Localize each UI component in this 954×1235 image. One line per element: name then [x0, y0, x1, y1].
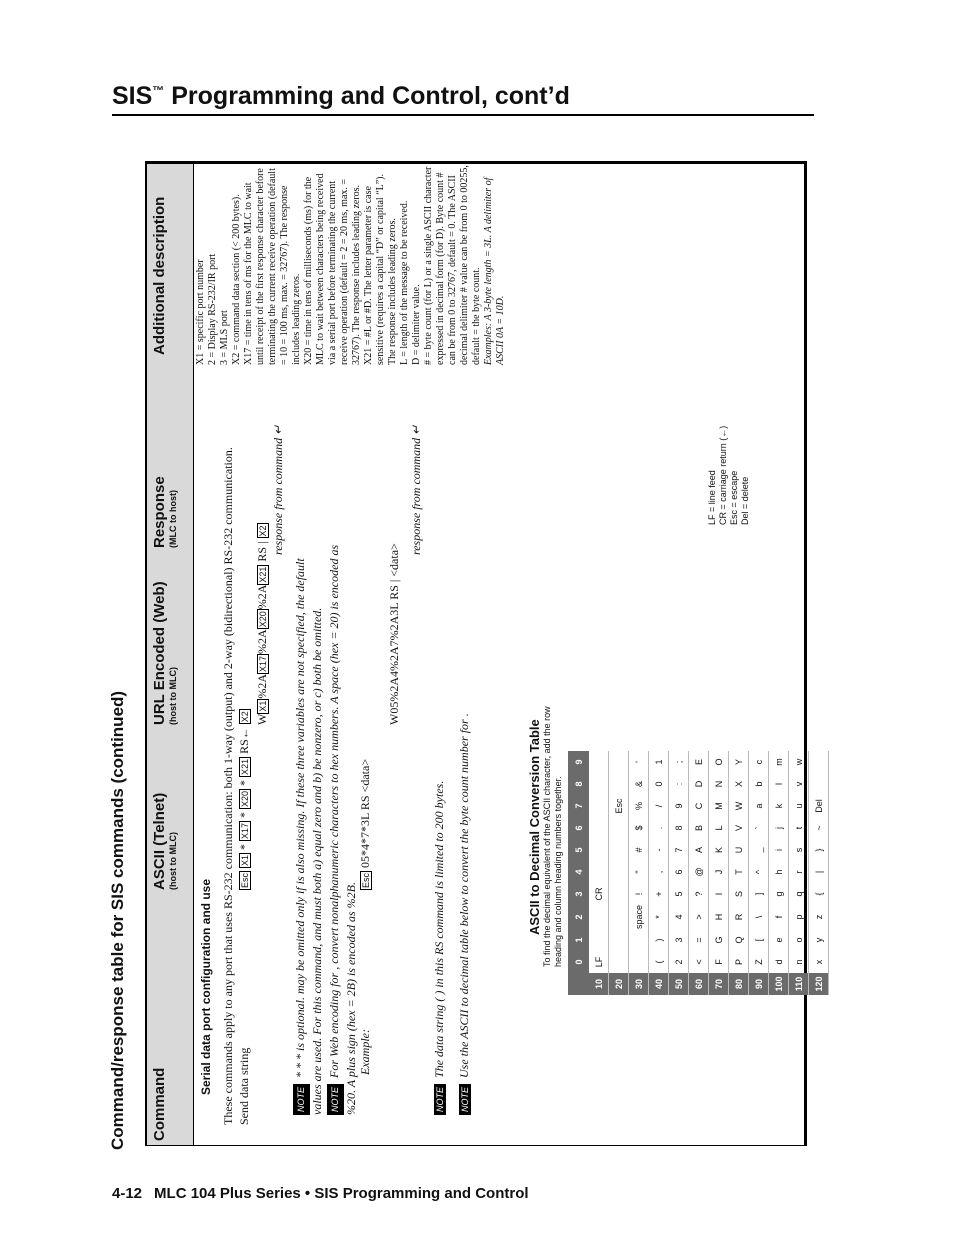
ascii-cell: [809, 751, 829, 773]
ascii-cell: ]: [749, 883, 769, 905]
col-description: Additional description: [151, 196, 168, 355]
ascii-cell: !: [629, 883, 649, 905]
ascii-cell: D: [689, 773, 709, 795]
ascii-row-head: 110: [789, 973, 809, 995]
ascii-row-head: 10: [589, 973, 609, 995]
ascii-row: [689, 751, 709, 995]
ascii-cell: t: [789, 817, 809, 839]
ascii-row: [769, 751, 789, 995]
ascii-cell: c: [749, 751, 769, 773]
ascii-cell: [609, 817, 629, 839]
ascii-table-title: ASCII to Decimal Conversion Table: [527, 719, 542, 935]
ascii-cell: $: [629, 817, 649, 839]
col-response: Response (MLC to host): [151, 476, 178, 548]
ascii-cell: ,: [649, 861, 669, 883]
ascii-cell: A: [689, 839, 709, 861]
ascii-cell: \: [749, 905, 769, 929]
ascii-col-head: 2: [568, 905, 589, 929]
ascii-cell: [589, 905, 609, 929]
ascii-cell: U: [729, 839, 749, 861]
ascii-row: [749, 751, 769, 995]
ascii-row: [789, 751, 809, 995]
ascii-cell: ': [629, 751, 649, 773]
ascii-cell: M: [709, 795, 729, 817]
ascii-cell: B: [689, 817, 709, 839]
ascii-cell: =: [689, 929, 709, 951]
ascii-row: [709, 751, 729, 995]
ascii-cell: N: [709, 773, 729, 795]
ascii-cell: [629, 951, 649, 973]
ascii-cell: 1: [649, 751, 669, 773]
ascii-cell: #: [629, 839, 649, 861]
ascii-cell: z: [809, 905, 829, 929]
ascii-col-head: 6: [568, 817, 589, 839]
ascii-cell: &: [629, 773, 649, 795]
ascii-cell: v: [789, 773, 809, 795]
ascii-cell: }: [809, 839, 829, 861]
ascii-cell: <: [689, 951, 709, 973]
additional-description: X1 = specific port number 2 = Display RS-232/IR port 3 = MLS port X2 = command data section (< 200 bytes). X17 = time in tens of ms for the MLC to wait until receipt of the first response character before terminating the current receive operation (default = 10 = 100 ms, max. = 32767). The response includes leading zeros. X20 = time in tens of milliseconds (ms) for the MLC to wait between characters being received via a serial port before terminating the current receive operation (default = 2 = 20 ms, max. = 32767). The response includes leading zeros. X21 = #L or #D. The letter parameter is case sensitive (requires a capital “D” or capital “L”). The response includes leading zeros. L = length of the message to be received. D = delimiter value. # = byte count (for L) or a single ASCII character expressed in decimal form (for D). Byte count # can be from 0 to 32767, default = 0. The ASCII decimal delimiter # value can be from 0 to 00255, default = the byte count. Examples: A 3-byte length = 3L. A delimiter of ASCII 0A = 10D.: [195, 165, 506, 365]
ascii-row-head: 80: [729, 973, 749, 995]
url-command: WX1%2AX17%2AX20%2AX21 RS | X2: [255, 525, 269, 725]
ascii-row: [629, 751, 649, 995]
ascii-cell: P: [729, 951, 749, 973]
ascii-cell: [609, 951, 629, 973]
ascii-row-head: 100: [769, 973, 789, 995]
title-rule: [112, 114, 814, 116]
ascii-cell: d: [769, 951, 789, 973]
ascii-cell: [589, 929, 609, 951]
ascii-row: [649, 751, 669, 995]
ascii-row-head: 20: [609, 973, 629, 995]
ascii-cell: b: [749, 773, 769, 795]
ascii-row: [669, 751, 689, 995]
ascii-cell: {: [809, 883, 829, 905]
ascii-row-head: 70: [709, 973, 729, 995]
ascii-cell: [609, 861, 629, 883]
ascii-cell: [589, 795, 609, 817]
ascii-cell: 7: [669, 839, 689, 861]
ascii-row-head: 30: [629, 973, 649, 995]
ascii-col-head: 3: [568, 883, 589, 905]
ascii-cell: S: [729, 883, 749, 905]
ascii-col-head: 9: [568, 751, 589, 773]
ascii-cell: [: [749, 929, 769, 951]
table-heading: Command/response table for SIS commands (continued): [108, 690, 127, 1150]
ascii-cell: space: [629, 905, 649, 929]
ascii-cell: V: [729, 817, 749, 839]
ascii-cell: `: [749, 817, 769, 839]
ascii-cell: 4: [669, 905, 689, 929]
ascii-cell: [809, 773, 829, 795]
ascii-cell: y: [809, 929, 829, 951]
ascii-cell: u: [789, 795, 809, 817]
ascii-cell: J: [709, 861, 729, 883]
ascii-cell: [609, 883, 629, 905]
ascii-cell: g: [769, 883, 789, 905]
page-footer: 4-12 MLC 104 Plus Series • SIS Programming and Control: [112, 1185, 529, 1202]
ascii-cell: 3: [669, 929, 689, 951]
ascii-row-head: 60: [689, 973, 709, 995]
ascii-cell: r: [789, 861, 809, 883]
ascii-row-head: 50: [669, 973, 689, 995]
ascii-cell: _: [749, 839, 769, 861]
ascii-col-head: 0: [568, 951, 589, 973]
ascii-cell: G: [709, 929, 729, 951]
ascii-cell: 6: [669, 861, 689, 883]
ascii-cell: ;: [669, 751, 689, 773]
ascii-cell: 0: [649, 773, 669, 795]
ascii-cell: [609, 751, 629, 773]
ascii-cell: [609, 839, 629, 861]
note-2: NOTE For Web encoding for , convert nonalphanumeric characters to hex numbers. A space (hex = 20) is encoded as %20. A plus sign (hex = 2B) is encoded as %2B.: [327, 544, 358, 1115]
ascii-cell: CR: [589, 883, 609, 905]
ascii-cell: Z: [749, 951, 769, 973]
ascii-legend: LF = line feed CR = carriage return (←) Esc = escape Del = delete: [707, 425, 750, 525]
ascii-cell: [589, 817, 609, 839]
ascii-cell: Y: [729, 751, 749, 773]
ascii-cell: s: [789, 839, 809, 861]
col-ascii: ASCII (Telnet) (host to MLC): [151, 792, 178, 890]
ascii-cell: [589, 839, 609, 861]
ascii-cell: e: [769, 929, 789, 951]
ascii-cell: :: [669, 773, 689, 795]
ascii-col-head: 1: [568, 929, 589, 951]
ascii-cell: n: [789, 951, 809, 973]
page-title: SIS™ Programming and Control, cont’d: [112, 82, 570, 110]
ascii-cell: LF: [589, 951, 609, 973]
ascii-col-head: 8: [568, 773, 589, 795]
ascii-cell: [609, 773, 629, 795]
example-response: response from command ↵: [409, 424, 423, 555]
ascii-cell: w: [789, 751, 809, 773]
ascii-cell: i: [769, 839, 789, 861]
ascii-col-head: 5: [568, 839, 589, 861]
ascii-cell: R: [729, 905, 749, 929]
ascii-cell: X: [729, 773, 749, 795]
ascii-grid: [568, 751, 829, 995]
ascii-cell: %: [629, 795, 649, 817]
ascii-cell: F: [709, 951, 729, 973]
ascii-cell: T: [729, 861, 749, 883]
ascii-cell: [629, 929, 649, 951]
ascii-cell: H: [709, 905, 729, 929]
ascii-row: [809, 751, 829, 995]
note-3: NOTE The data string ( ) in this RS command is limited to 200 bytes.: [432, 535, 447, 1115]
ascii-cell: Del: [809, 795, 829, 817]
section-title: Serial data port configuration and use: [199, 878, 213, 1095]
col-command: Command: [151, 1067, 168, 1141]
ascii-cell: ~: [809, 817, 829, 839]
ascii-row: [609, 751, 629, 995]
table-header: [147, 164, 194, 1145]
ascii-cell: [609, 929, 629, 951]
ascii-cell: 2: [669, 951, 689, 973]
ascii-cell: [589, 751, 609, 773]
ascii-cell: E: [689, 751, 709, 773]
ascii-row-head: 90: [749, 973, 769, 995]
ascii-table-subtitle: To find the decimal equivalent of the ASCII character, add the row heading and column heading numbers together.: [542, 706, 563, 967]
rotated-table-block: [108, 155, 824, 1150]
ascii-cell: ": [629, 861, 649, 883]
ascii-row-head: 120: [809, 973, 829, 995]
ascii-cell: @: [689, 861, 709, 883]
ascii-cell: a: [749, 795, 769, 817]
intro-text: These commands apply to any port that uses RS-232 communication: both 1-way (output) and 2-way (bidirectional) RS-232 communication.: [221, 447, 235, 1125]
ascii-cell: 5: [669, 883, 689, 905]
ascii-cell: K: [709, 839, 729, 861]
ascii-cell: ?: [689, 883, 709, 905]
ascii-cell: I: [709, 883, 729, 905]
ascii-cell: q: [789, 883, 809, 905]
ascii-cell: +: [649, 883, 669, 905]
ascii-cell: [589, 861, 609, 883]
ascii-cell: f: [769, 905, 789, 929]
ascii-cell: k: [769, 795, 789, 817]
note-1: NOTE * * * is optional. may be omitted only if is also missing. If these three variables are not specified, the default values are used. For this command, and must both a) equal zero and b) be nonzero, or c) both be omitted.: [293, 558, 324, 1115]
ascii-cell: m: [769, 751, 789, 773]
ascii-row-head: 40: [649, 973, 669, 995]
ascii-cell: C: [689, 795, 709, 817]
ascii-cell: *: [649, 905, 669, 929]
note-4: NOTE Use the ASCII to decimal table below to convert the byte count number for .: [457, 535, 472, 1115]
ascii-cell: /: [649, 795, 669, 817]
ascii-col-head: 4: [568, 861, 589, 883]
command-table: [145, 161, 824, 1146]
ascii-row: [729, 751, 749, 995]
ascii-command: Esc X1 * X17 * X20 * X21 RS← X2: [237, 711, 251, 888]
ascii-cell: .: [649, 817, 669, 839]
send-label: Send data string: [237, 1047, 251, 1125]
ascii-cell: l: [769, 773, 789, 795]
ascii-cell: Q: [729, 929, 749, 951]
ascii-cell: 8: [669, 817, 689, 839]
ascii-cell: 9: [669, 795, 689, 817]
ascii-cell: (: [649, 951, 669, 973]
example-url: W05%2A4%2A7%2A3L RS | <data>: [387, 543, 401, 725]
ascii-cell: >: [689, 905, 709, 929]
example-label: Example:: [358, 1029, 372, 1075]
ascii-cell: [609, 905, 629, 929]
ascii-cell: h: [769, 861, 789, 883]
ascii-row: [589, 751, 609, 995]
response-from-command: response from command ↵: [271, 424, 285, 555]
example-ascii: Esc 05*4*7*3L RS <data>: [358, 758, 372, 888]
ascii-cell: O: [709, 751, 729, 773]
ascii-table: [527, 677, 829, 995]
ascii-cell: ): [649, 929, 669, 951]
ascii-cell: p: [789, 905, 809, 929]
ascii-cell: j: [769, 817, 789, 839]
ascii-cell: ^: [749, 861, 769, 883]
ascii-cell: L: [709, 817, 729, 839]
ascii-cell: [589, 773, 609, 795]
ascii-col-head: 7: [568, 795, 589, 817]
col-url: URL Encoded (Web) (host to MLC): [151, 581, 178, 725]
ascii-cell: x: [809, 951, 829, 973]
ascii-cell: W: [729, 795, 749, 817]
ascii-cell: Esc: [609, 795, 629, 817]
ascii-cell: -: [649, 839, 669, 861]
ascii-cell: |: [809, 861, 829, 883]
ascii-cell: o: [789, 929, 809, 951]
